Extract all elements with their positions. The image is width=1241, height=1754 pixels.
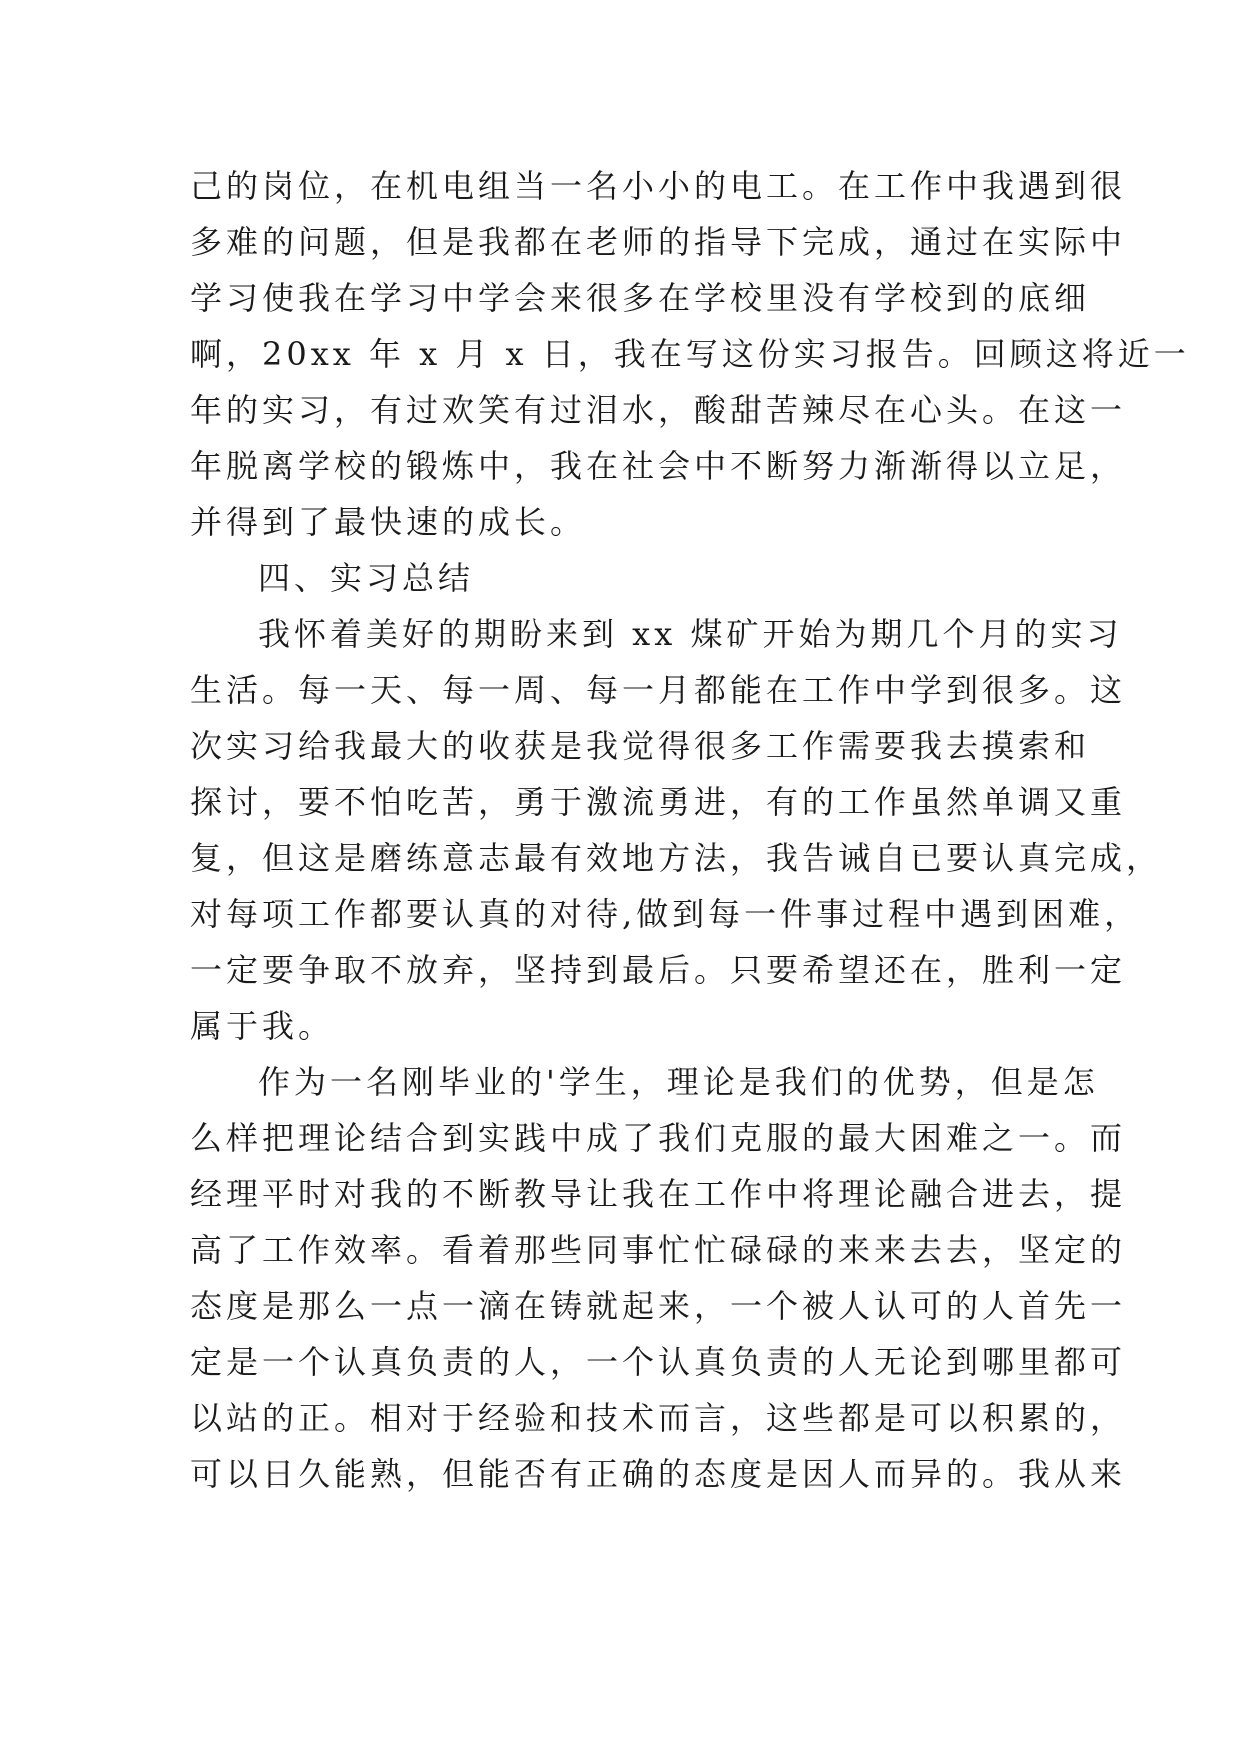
text-line: 学习使我在学习中学会来很多在学校里没有学校到的底细 bbox=[190, 279, 1091, 317]
text-line: 己的岗位，在机电组当一名小小的电工。在工作中我遇到很 bbox=[190, 167, 1127, 205]
text-line: 次实习给我最大的收获是我觉得很多工作需要我去摸索和 bbox=[190, 727, 1091, 765]
text-line: 定是一个认真负责的人，一个认真负责的人无论到哪里都可 bbox=[190, 1343, 1127, 1381]
text-line: 年的实习，有过欢笑有过泪水，酸甜苦辣尽在心头。在这一 bbox=[190, 391, 1127, 429]
text-line: 年脱离学校的锻炼中，我在社会中不断努力渐渐得以立足， bbox=[190, 447, 1127, 485]
text-line: 我怀着美好的期盼来到 xx 煤矿开始为期几个月的实习 bbox=[258, 615, 1123, 653]
text-line: 作为一名刚毕业的'学生，理论是我们的优势，但是怎 bbox=[258, 1063, 1099, 1101]
text-line: 么样把理论结合到实践中成了我们克服的最大困难之一。而 bbox=[190, 1119, 1127, 1157]
text-line: 并得到了最快速的成长。 bbox=[190, 503, 587, 541]
text-line: 探讨，要不怕吃苦，勇于激流勇进，有的工作虽然单调又重 bbox=[190, 783, 1127, 821]
text-line: 可以日久能熟，但能否有正确的态度是因人而异的。我从来 bbox=[190, 1455, 1127, 1493]
text-line: 以站的正。相对于经验和技术而言，这些都是可以积累的， bbox=[190, 1399, 1127, 1437]
text-line: 啊，20xx 年 x 月 x 日，我在写这份实习报告。回顾这将近一 bbox=[190, 335, 1190, 373]
section-heading: 四、实习总结 bbox=[258, 559, 475, 597]
text-line: 对每项工作都要认真的对待,做到每一件事过程中遇到困难， bbox=[190, 895, 1141, 933]
text-line: 生活。每一天、每一周、每一月都能在工作中学到很多。这 bbox=[190, 671, 1127, 709]
text-line: 属于我。 bbox=[190, 1007, 335, 1045]
text-line: 多难的问题，但是我都在老师的指导下完成，通过在实际中 bbox=[190, 223, 1127, 261]
body-text bbox=[190, 158, 1190, 1502]
text-line: 复，但这是磨练意志最有效地方法，我告诫自已要认真完成， bbox=[190, 839, 1163, 877]
text-line: 一定要争取不放弃，坚持到最后。只要希望还在，胜利一定 bbox=[190, 951, 1127, 989]
text-line: 经理平时对我的不断教导让我在工作中将理论融合进去，提 bbox=[190, 1175, 1127, 1213]
text-line: 态度是那么一点一滴在铸就起来，一个被人认可的人首先一 bbox=[190, 1287, 1127, 1325]
text-line: 高了工作效率。看着那些同事忙忙碌碌的来来去去，坚定的 bbox=[190, 1231, 1127, 1269]
